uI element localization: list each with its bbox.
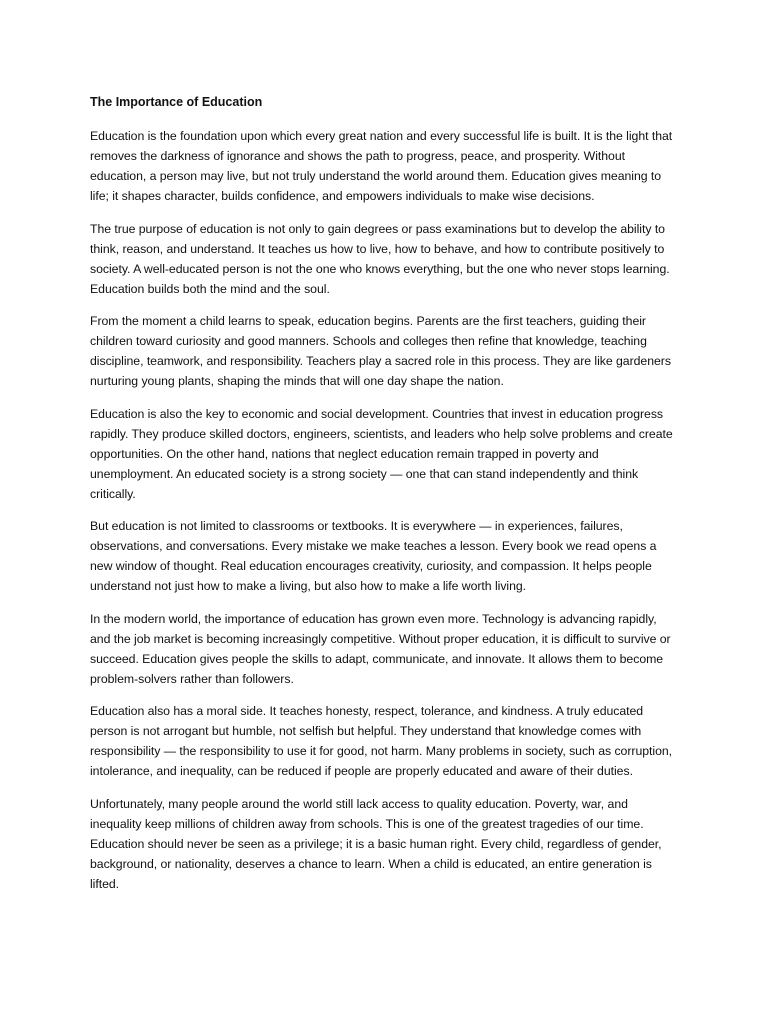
paragraph-2: The true purpose of education is not only to gain degrees or pass examinations but to develop the ability to think, reason, and understand. It teaches us how to live, how to behave, and how to contribute positively to society. A well-educated person is not the one who knows everything, but the one who never stops learning. Education builds both the mind and the soul. [90,221,670,296]
paragraph-5: But education is not limited to classrooms or textbooks. It is everywhere — in experiences, failures, observations, and conversations. Every mistake we make teaches a lesson. Every book we read opens a new window of thought. Real education encourages creativity, curiosity, and compassion. It helps people understand not just how to make a living, but also how to make a life worth living. [90,519,657,593]
paragraph-1: Education is the foundation upon which every great nation and every successful life is built. It is the light that removes the darkness of ignorance and shows the path to progress, peace, and prosperity. Without education, a person may live, but not truly understand the world around them. Education gives meaning to life; it shapes character, builds confidence, and empowers individuals to make wise decisions. [90,129,673,203]
document-body [90,92,680,906]
paragraph-4: Education is also the key to economic and social development. Countries that invest in education progress rapidly. They produce skilled doctors, engineers, scientists, and leaders who help solve problems and create opportunities. On the other hand, nations that neglect education remain trapped in poverty and unemployment. An educated society is a strong society — one that can stand independently and think critically. [90,406,673,501]
document-title: The Importance of Education [90,95,263,109]
paragraph-8: Unfortunately, many people around the world still lack access to quality education. Poverty, war, and inequality keep millions of children away from schools. This is one of the greatest tragedies of our time. Education should never be seen as a privilege; it is a basic human right. Every child, regardless of gender, background, or nationality, deserves a chance to learn. When a child is educated, an entire generation is lifted. [90,796,662,891]
paragraph-7: Education also has a moral side. It teaches honesty, respect, tolerance, and kindness. A truly educated person is not arrogant but humble, not selfish but helpful. They understand that knowledge comes with responsibility — the responsibility to use it for good, not harm. Many problems in society, such as corruption, intolerance, and inequality, can be reduced if people are properly educated and aware of their duties. [90,704,673,778]
paragraph-6: In the modern world, the importance of education has grown even more. Technology is advancing rapidly, and the job market is becoming increasingly competitive. Without proper education, it is difficult to survive or succeed. Education gives people the skills to adapt, communicate, and innovate. It allows them to become problem-solvers rather than followers. [90,611,671,686]
paragraph-3: From the moment a child learns to speak, education begins. Parents are the first teachers, guiding their children toward curiosity and good manners. Schools and colleges then refine that knowledge, teaching discipline, teamwork, and responsibility. Teachers play a sacred role in this process. They are like gardeners nurturing young plants, shaping the minds that will one day shape the nation. [90,314,671,388]
